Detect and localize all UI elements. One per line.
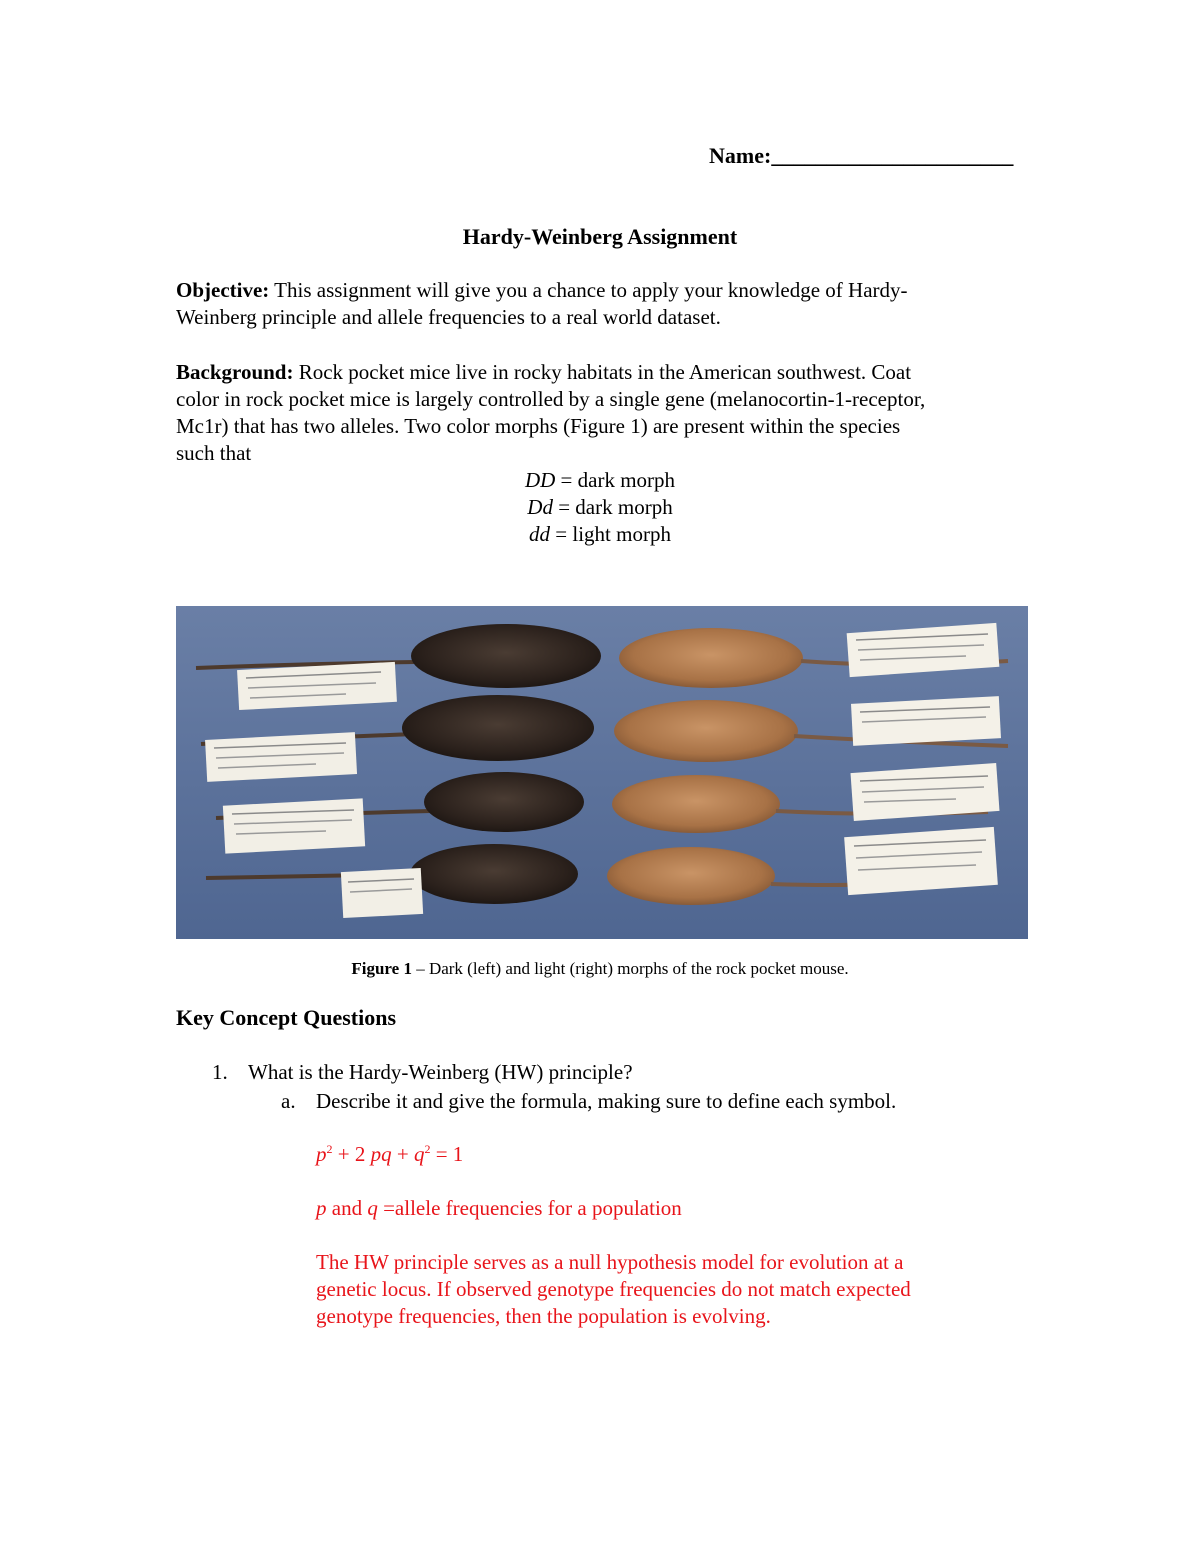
background-line-4: such that (176, 441, 252, 465)
genotype-symbol: Dd (527, 495, 553, 519)
document-title: Hardy-Weinberg Assignment (462, 224, 738, 249)
genotype-phenotype: = light morph (550, 522, 671, 546)
definition-text: =allele frequencies for a population (377, 1196, 682, 1220)
definition-and: and (326, 1196, 368, 1220)
genotype-phenotype: = dark morph (555, 468, 676, 492)
explanation-line-1: The HW principle serves as a null hypothesis model for evolution at a (316, 1250, 904, 1274)
background-label: Background: (176, 360, 294, 384)
answer-explanation (316, 1249, 911, 1330)
explanation-line-3: genotype frequencies, then the population is evolving. (316, 1304, 771, 1328)
symbol-p: p (316, 1196, 327, 1220)
genotype-row (0, 467, 1200, 494)
genotype-row (0, 494, 1200, 521)
answer-definition (316, 1195, 682, 1222)
section-heading: Key Concept Questions (176, 1005, 396, 1030)
genotype-symbol: DD (524, 468, 556, 492)
subquestion-letter: a. (281, 1089, 296, 1113)
answer-formula (316, 1141, 463, 1168)
name-blank[interactable]: ______________________ (771, 143, 1014, 168)
genotype-list (0, 467, 1200, 548)
hw-formula: $p^2 + 2$ pq + $q^2 = 1$ (316, 1142, 464, 1166)
background-paragraph (176, 359, 925, 467)
question-number: 1. (212, 1060, 228, 1084)
figure-caption-label: Figure 1 (351, 959, 412, 978)
subquestion-text: Describe it and give the formula, making sure to define each symbol. (316, 1089, 897, 1113)
genotype-symbol: dd (529, 522, 551, 546)
explanation-line-2: genetic locus. If observed genotype frequencies do not match expected (316, 1277, 911, 1301)
mouse-specimens-photo (176, 606, 1028, 939)
background-line-2: color in rock pocket mice is largely controlled by a single gene (melanocortin-1-receptor, (176, 387, 926, 411)
objective-label: Objective: (176, 278, 270, 302)
objective-line-2: Weinberg principle and allele frequencies to a real world dataset. (176, 305, 721, 329)
question-text: What is the Hardy-Weinberg (HW) principle? (248, 1060, 633, 1084)
figure-caption (0, 959, 1200, 979)
name-label: Name: (709, 143, 772, 168)
objective-paragraph (176, 277, 908, 331)
name-field[interactable] (709, 143, 1013, 169)
symbol-q: q (367, 1196, 378, 1220)
genotype-row (0, 521, 1200, 548)
background-line-1: Rock pocket mice live in rocky habitats in the American southwest. Coat (293, 360, 912, 384)
background-line-3: Mc1r) that has two alleles. Two color morphs (Figure 1) are present within the species (176, 414, 901, 438)
figure-caption-text: – Dark (left) and light (right) morphs of the rock pocket mouse. (411, 959, 849, 978)
objective-line-1: This assignment will give you a chance to apply your knowledge of Hardy- (269, 278, 908, 302)
genotype-phenotype: = dark morph (552, 495, 673, 519)
